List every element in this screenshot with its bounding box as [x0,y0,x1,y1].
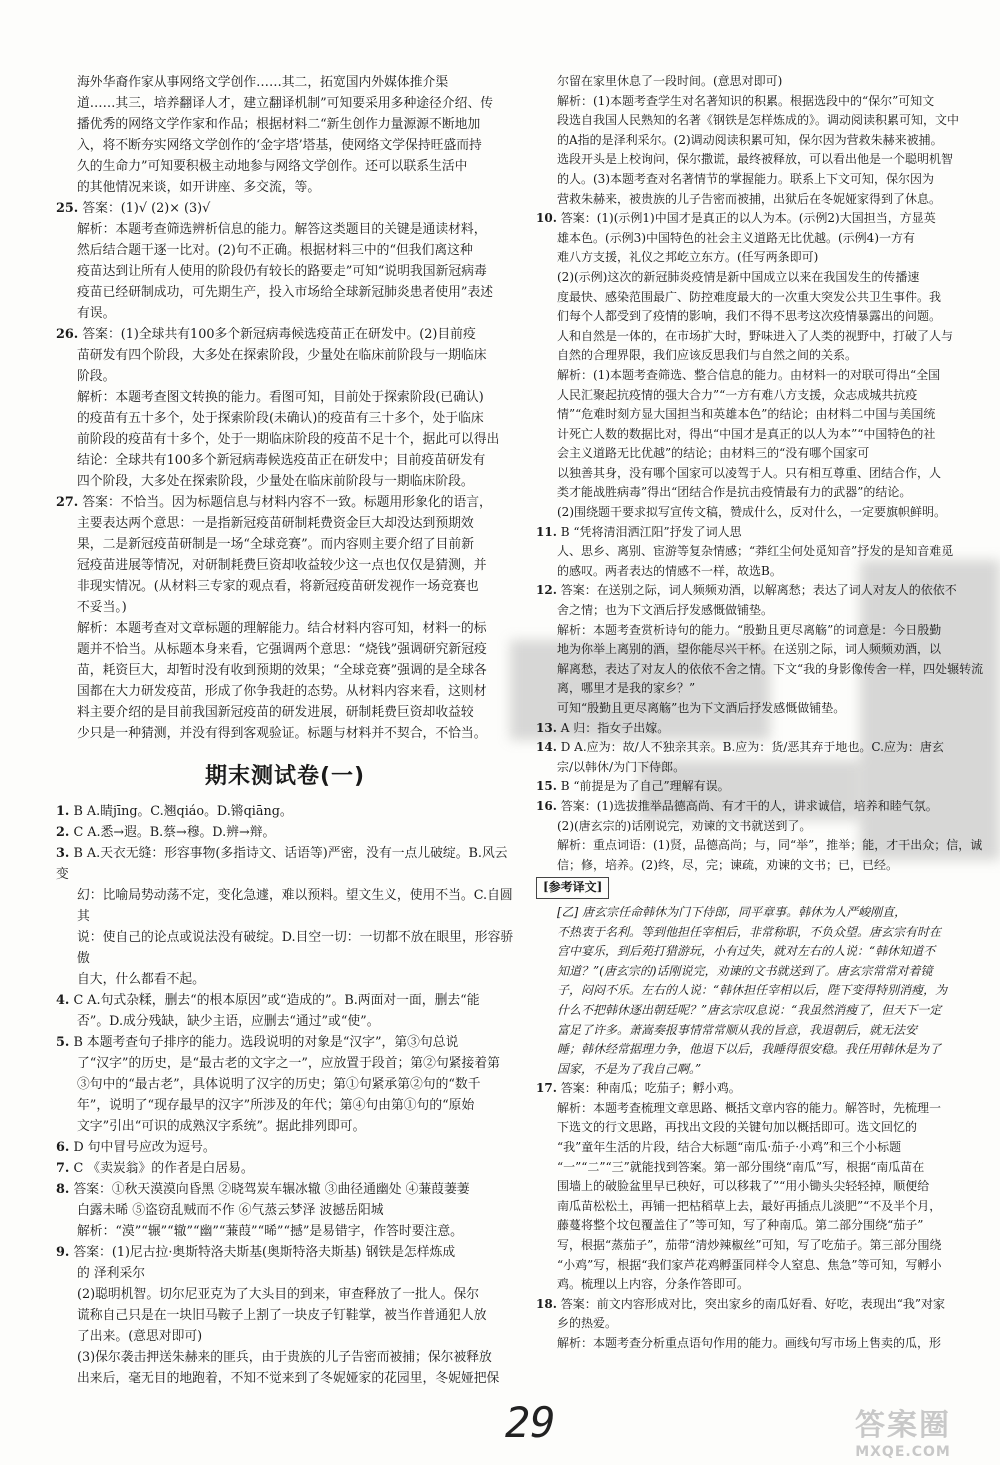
answer-items [56,801,514,1389]
text-line: 播优秀的网络文学作家和作品；根据材料二“新生创作力量源源不断地加 [77,117,481,132]
text-line: 段选自我国人民熟知的名著《钢铁是怎样炼成的》。调动阅读积累可知，文中 [557,113,960,128]
text-line: 尔留在家里休息了一段时间。(意思对即可) [557,74,783,88]
text-line: 四个阶段，大多处在探索阶段，少量处在临床前阶段与一期临床阶段。 [77,474,474,489]
question-number: 9. [56,1245,70,1260]
answer-text-cont [56,345,514,387]
question-number: 13. [536,720,557,735]
question-16 [536,797,986,875]
text-line: 的 泽利采尔 [77,1266,146,1281]
answer-text: 答案：不恰当。因为标题信息与材料内容不一致。标题用形象化的语言， [82,495,492,510]
text-line: 藤蔓将整个坟包覆盖住了”等可知，写了种南瓜。第二部分围绕“茄子” [557,1218,924,1233]
text-line: 解析：“漠”“辗”“辙”“幽”“蒹葭”“晞”“撼”是易错字，作答时要注意。 [77,1224,463,1239]
text-line: 人、思乡、离别、宦游等复杂情感；“莽红尘何处觅知音”抒发的是知音难觅 [557,544,954,559]
question-10 [536,209,986,523]
text-line: C A.悉→遐。B.蔡→穆。D.辨→辩。 [73,825,276,840]
text-line: 地为你举上离别的酒，望你能尽兴干杯。在送别之际，词人频频劝酒，以 [557,642,942,657]
text-line: C 《卖炭翁》的作者是白居易。 [73,1161,254,1176]
text-line: 富足了许多。萧嵩奏报事情常常顺从我的旨意，我退朝后，就无法安 [557,1022,918,1037]
text-line: 解析：本题考查分析重点语句作用的能力。画线句写市场上售卖的瓜，形 [557,1336,942,1350]
text-line: (2)(唐玄宗的)话刚说完，劝谏的文书就送到了。 [557,818,812,833]
text-line: A 归：指女子出嫁。 [560,720,670,735]
continued-answer [536,72,986,209]
text-line: 解析：(1)本题考查学生对名著知识的积累。根据选段中的“保尔”可知文 [557,93,935,108]
text-line: 舍之情；也为下文酒后抒发感慨做铺垫。 [557,603,774,618]
text-line: 非现实情况。(从材料三专家的观点看，将新冠疫苗研发视作一场竞赛也 [77,579,479,594]
question-number: 1. [56,804,70,819]
text-line: 解析：本题考查图文转换的能力。看图可知，目前处于探索阶段(已确认) [77,390,484,405]
question-number: 7. [56,1161,70,1176]
text-line: ③句中的“最古老”，具体说明了汉字的历史；第①句紧承第②句的“数千 [77,1077,481,1092]
text-line: 宫中宴乐，到后苑打猎游玩，小有过失，就对左右的人说：“韩休知道不 [557,944,936,959]
text-line: 的其他情况来谈，如开讲座、多交流，等。 [77,180,321,195]
text-line: 解析：本题考查对文章标题的理解能力。结合材料内容可知，材料一的标 [77,621,487,636]
text-line: 们每个人都受到了疫情的影响，我们不得不思考这次疫情暴露出的问题。 [557,309,942,324]
text-line: D A.应为：故/人不独亲其亲。B.应为：货/恶其弃于地也。C.应为：唐玄 [560,740,944,755]
text-line: 不热衷于名利。等到他担任宰相后，非常称职，不负众望。唐玄宗有时在 [557,924,942,939]
text-line: 疫苗已经研制成功，可先期生产，投入市场给全球新冠肺炎患者使用”表述 [77,285,494,300]
question-number: 25. [56,201,79,216]
question-27 [56,492,514,744]
text-line: B 本题考查句子排序的能力。选段说明的对象是“汉字”，第③句总说 [73,1035,459,1050]
text-line: 阶段。 [77,369,116,384]
analysis-text [56,387,514,492]
text-line: “小鸡”写，根据“我们家芦花鸡孵蛋同样令人窒息、焦急”等可知，写孵小 [557,1257,942,1272]
question-number: 18. [536,1296,557,1311]
text-line: B “凭将清泪洒江阳”抒发了词人思 [560,524,742,539]
analysis-text [56,219,514,324]
text-line: 年”，说明了“现存最早的汉字”所涉及的年代；第④句由第①句的“原始 [77,1098,475,1113]
question-number: 4. [56,993,70,1008]
watermark-sub: MXQE.COM [855,1444,951,1460]
watermark-main: 答案圈 [855,1408,951,1443]
text-line: 下选文的行文思路，再找出文段的关键句加以概括即可。选文回忆的 [557,1120,918,1135]
text-line: 写，根据“蒸茄子”，茄带“清炒辣椒丝”可知，写了吃茄子。第三部分围绕 [557,1238,942,1253]
text-line: 乡的热爱。 [557,1316,618,1331]
text-line: 料主要介绍的是目前我国新冠疫苗的研发进展，研制耗费巨资却收益较 [77,705,474,720]
question-number: 8. [56,1182,70,1197]
page-number: 29 [505,1398,556,1447]
text-line: 答案：(1)尼古拉·奥斯特洛夫斯基(奥斯特洛夫斯基) 钢铁是怎样炼成 [73,1245,456,1260]
text-line: 答案：(1)选拔推举品德高尚、有才干的人，讲求诚信，培养和睦气氛。 [560,798,938,813]
text-line: 什么不把韩休逐出朝廷呢？”唐玄宗叹息说：“我虽然消瘦了，但天下一定 [557,1002,942,1017]
text-line: 的疫苗有五十多个，处于探索阶段(未确认)的疫苗有三十多个，处于临床 [77,411,484,426]
text-line: 答案：①秋天漠漠向昏黑 ②晓驾炭车辗冰辙 ③曲径通幽处 ④蒹葭萋萋 [73,1182,470,1197]
answer-item [56,801,514,822]
text-line: 子，闷闷不乐。左右的人说：“韩休担任宰相以后，陛下变得特别消瘦，为 [557,983,948,998]
text-line: [乙] 唐玄宗任命韩休为门下侍郎，同平章事。韩休为人严峻刚直， [557,904,907,919]
right-column [536,72,986,1354]
question-12 [536,581,986,718]
answer-item [56,990,514,1032]
text-line: 解析：重点词语：(1)贤，品德高尚；与，同“举”，推举；能，才干出众；信，诚 [557,838,983,853]
text-line: B A.睛jīng。C.翘qiáo。D.锵qiāng。 [73,804,293,819]
text-line: (2)(示例)这次的新冠肺炎疫情是新中国成立以来在我国发生的传播速 [557,269,920,284]
answer-item [56,1242,514,1389]
text-line: 自然的合理界限，我们应该反思我们与自然之间的关系。 [557,348,858,363]
text-line: 不妥当。) [77,600,127,615]
text-line: 的人。(3)本题考查对名著情节的掌握能力。联系上下文可知，保尔因为 [557,171,935,186]
text-line: 海外华裔作家从事网络文学创作……其二，拓宽国内外媒体推介渠 [77,75,449,90]
text-line: 苗，耗资巨大，却暂时没有收到预期的效果；“全球竞赛”强调的是全球各 [77,663,487,678]
text-line: 计死亡人数的数据比对，得出“中国才是真正的以人为本”“中国特色的社 [557,426,936,441]
question-number: 16. [536,798,557,813]
text-line: 解析：本题考查梳理文章思路、概括文章内容的能力。解答时，先梳理一 [557,1100,942,1115]
text-line: 度最快、感染范围最广、防控难度最大的一次重大突发公共卫生事件。我 [557,289,942,304]
question-15 [536,777,986,797]
text-line: 国都在大力研发疫苗，形成了你争我赶的态势。从材料内容来看，这则材 [77,684,487,699]
text-line: D 句中冒号应改为逗号。 [73,1140,216,1155]
text-line: 人民汇聚起抗疫情的强大合力”“一方有难八方支援，众志成城共抗疫 [557,387,918,402]
question-number: 11. [536,524,557,539]
text-line: 否”。D.成分残缺，缺少主语，应删去“通过”或“使”。 [77,1014,380,1029]
text-line: 的感叹。两者表达的情感不一样，故选B。 [557,563,782,578]
text-line: 答案：(1)(示例1)中国才是真正的以人为本。(示例2)大国担当，方显英 [560,211,936,226]
text-line: 营救朱赫来，被贵族的儿子告密而被捕，出狱后在冬妮娅家得到了休息。 [557,191,942,206]
text-line: 疫苗达到让所有人使用的阶段仍有较长的路要走”可知“说明我国新冠病毒 [77,264,487,279]
question-number: 12. [536,583,557,598]
question-13 [536,719,986,739]
question-number: 2. [56,825,70,840]
text-line: 冠疫苗进展等情况，对研制耗费巨资却收益较少这一点也仅仅是猜测，并 [77,558,487,573]
question-14 [536,738,986,777]
reference-translation [536,903,986,1079]
text-line: 题并不恰当。从标题本身来看，它强调两个意思：“烧钱”强调研究新冠疫 [77,642,487,657]
text-line: 南瓜苗松松土，再铺一把枯稻草上去，最好再插点儿淡肥”“不及半个月， [557,1198,942,1213]
text-line: 久的生命力”可知要积极主动地参与网络文学创作。还可以联系生活中 [77,159,468,174]
text-line: 果，二是新冠疫苗研制是一场“全球竞赛”。而内容则主要介绍了目前新 [77,537,474,552]
text-line: 答案：在送别之际，词人频频劝酒，以解离愁；表达了词人对友人的依依不 [560,583,957,598]
reference-translation-label: [参考译文] [536,877,609,899]
question-18 [536,1295,986,1354]
text-line: 道……其三，培养翻译人才，建立翻译机制”可知要采用多种途径介绍、传 [77,96,494,111]
question-number: 26. [56,327,79,342]
text-line: 以独善其身，没有哪个国家可以凌驾于人。只有相互尊重、团结合作，人 [557,465,942,480]
text-line: 人和自然是一体的，在市场扩大时，野味进入了人类的视野中，打破了人与 [557,328,954,343]
text-line: 解析：本题考查赏析诗句的能力。“殷勤且更尽离觞”的词意是：今日殷勤 [557,622,942,637]
text-line: 有误。 [77,306,116,321]
text-line: 答案：前文内容形成对比，突出家乡的南瓜好看、好吃，表现出“我”对家 [560,1296,945,1311]
text-line: “一”“二”“三”就能找到答案。第一部分围绕“南瓜”写，根据“南瓜苗在 [557,1159,925,1174]
text-line: 结论：全球共有100多个新冠病毒候选疫苗正在研发中；目前疫苗研发有 [77,453,486,468]
text-line: B “前提是为了自己”理解有误。 [560,779,730,794]
text-line: 的A指的是泽利采尔。(2)调动阅读积累可知，保尔因为营救朱赫来被捕。 [557,132,943,147]
question-number: 14. [536,740,557,755]
text-line: 前阶段的疫苗有十多个，处于一期临床阶段的疫苗不足十个，据此可以得出 [77,432,500,447]
answer-text: 答案：(1)√ (2)× (3)√ [82,201,211,216]
question-25 [56,198,514,324]
answer-item [56,1179,514,1242]
question-number: 10. [536,211,557,226]
intro-paragraph [56,72,514,198]
text-line: 雄本色。(示例3)中国特色的社会主义道路无比优越。(示例4)一方有 [557,230,915,245]
section-title: 期末测试卷(一) [204,764,366,789]
text-line: 自大，什么都看不起。 [77,972,205,987]
text-line: 可知“殷勤且更尽离觞”也为下文酒后抒发感慨做铺垫。 [557,701,846,715]
text-line: 白露未晞 ⑤盗窃乱贼而不作 ⑥气蒸云梦泽 波撼岳阳城 [77,1203,384,1218]
text-line: 解析：本题考查筛选辨析信息的能力。解答这类题目的关键是通读材料， [77,222,487,237]
text-line: C A.句式杂糅，删去“的根本原因”或“造成的”。B.两面对一面，删去“能 [73,993,480,1008]
text-line: 难八方支援，礼仪之邦屹立东方。(任写两条即可) [557,250,819,265]
text-line: 了出来。(意思对即可) [77,1329,203,1344]
text-line: (2)围绕题干要求拟写宣传文稿，赞成什么，反对什么，一定要旗帜鲜明。 [557,505,947,520]
text-line: 信；修，培养。(2)终，尽，完；谏疏，劝谏的文书；已，已经。 [557,857,899,872]
text-line: B A.天衣无缝：形容事物(多指诗文、话语等)严密，没有一点儿破绽。B.风云变 [56,846,508,882]
answer-item [56,1158,514,1179]
question-17 [536,1079,986,1295]
text-line: 围墙上的破脸盆里早已秧好，可以移栽了”“用小锄头尖轻轻掉，顺便给 [557,1179,930,1194]
analysis-text [56,618,514,744]
watermark-logo [818,1400,988,1460]
text-line: 会主义道路无比优越”的结论；由材料三的“没有哪个国家可 [557,446,870,461]
text-line: (2)聪明机智。切尔尼亚克为了大头目的到来，审查释放了一批人。保尔 [77,1287,480,1302]
question-number: 15. [536,779,557,794]
text-line: 答案：种南瓜；吃茄子；孵小鸡。 [560,1081,741,1096]
text-line: 知道？”(唐玄宗的)话刚说完，劝谏的文书就送到了。唐玄宗常常对着镜 [557,963,933,978]
text-line: 谎称自己只是在一块旧马鞍子上割了一块皮子钉鞋掌，被当作普通犯人放 [77,1308,487,1323]
text-line: 选段开头是上校询问，保尔撒谎，最终被释放，可以看出他是一个聪明机智 [557,152,954,167]
text-line: (3)保尔袭击押送朱赫来的匪兵，由于贵族的儿子告密而被捕；保尔被释放 [77,1350,492,1365]
text-line: 幻：比喻局势动荡不定，变化急遽，难以预料。望文生义，使用不当。C.自圆其 [77,888,513,924]
question-number: 5. [56,1035,70,1050]
question-number: 6. [56,1140,70,1155]
text-line: 说：使自己的论点或说法没有破绽。D.目空一切：一切都不放在眼里，形容骄傲 [77,930,514,966]
text-line: 少只是一种猜测，并没有得到客观验证。标题与材料并不契合，不恰当。 [77,726,487,741]
answer-item [56,822,514,843]
text-line: “我”童年生活的片段，结合大标题“南瓜·茄子·小鸡”和三个小标题 [557,1140,902,1155]
text-line: 苗研发有四个阶段，大多处在探索阶段，少量处在临床前阶段与一期临床 [77,348,487,363]
question-number: 17. [536,1081,557,1096]
text-line: 出来后，毫无目的地跑着，不知不觉来到了冬妮娅家的花园里，冬妮娅把保 [77,1371,500,1386]
answer-item [56,843,514,990]
text-line: 鸡。梳理以上内容，分条作答即可。 [557,1277,750,1292]
text-line: 宗/以韩休/为门下侍郎。 [557,759,686,774]
text-line: 国家，不是为了我自己啊。” [557,1061,702,1076]
left-column [56,72,514,1389]
question-26 [56,324,514,492]
question-11 [536,523,986,582]
text-line: 情”“危难时刻方显大国担当和英雄本色”的结论；由材料二中国与美国统 [557,407,936,422]
text-line: 主要表达两个意思：一是指新冠疫苗研制耗费资金巨大却没达到预期效 [77,516,474,531]
text-line: 入，将不断夯实网络文学创作的‘金字塔’塔基，使网络文学保持旺盛而持 [77,138,482,153]
text-line: 然后结合题干逐一比对。(2)句不正确。根据材料三中的“但我们离这种 [77,243,473,258]
text-line: 解析：(1)本题考查筛选、整合信息的能力。由材料一的对联可得出“全国 [557,367,941,382]
answer-item [56,1032,514,1137]
text-line: 类才能战胜病毒”得出“团结合作是抗击疫情最有力的武器”的结论。 [557,485,912,500]
text-line: 解离愁，表达了对友人的依依不舍之情。下文“我的身影像传舍一样，四处辗转流离，哪里才是我的家乡？” [557,661,984,696]
text-line: 了“汉字”的历史，是“最古老的文字之一”，应放置于段首；第②句紧接着第 [77,1056,500,1071]
text-line: 文字”引出“可识的成熟汉字系统”。据此排列即可。 [77,1119,366,1134]
question-number: 3. [56,846,70,861]
answer-text: 答案：(1)全球共有100多个新冠病毒候选疫苗正在研发中。(2)目前疫 [82,327,476,342]
question-number: 27. [56,495,79,510]
text-line: 睡；韩休经常据理力争，他退下以后，我睡得很安稳。我任用韩休是为了 [557,1042,942,1057]
answer-item [56,1137,514,1158]
answer-text-cont [56,513,514,618]
